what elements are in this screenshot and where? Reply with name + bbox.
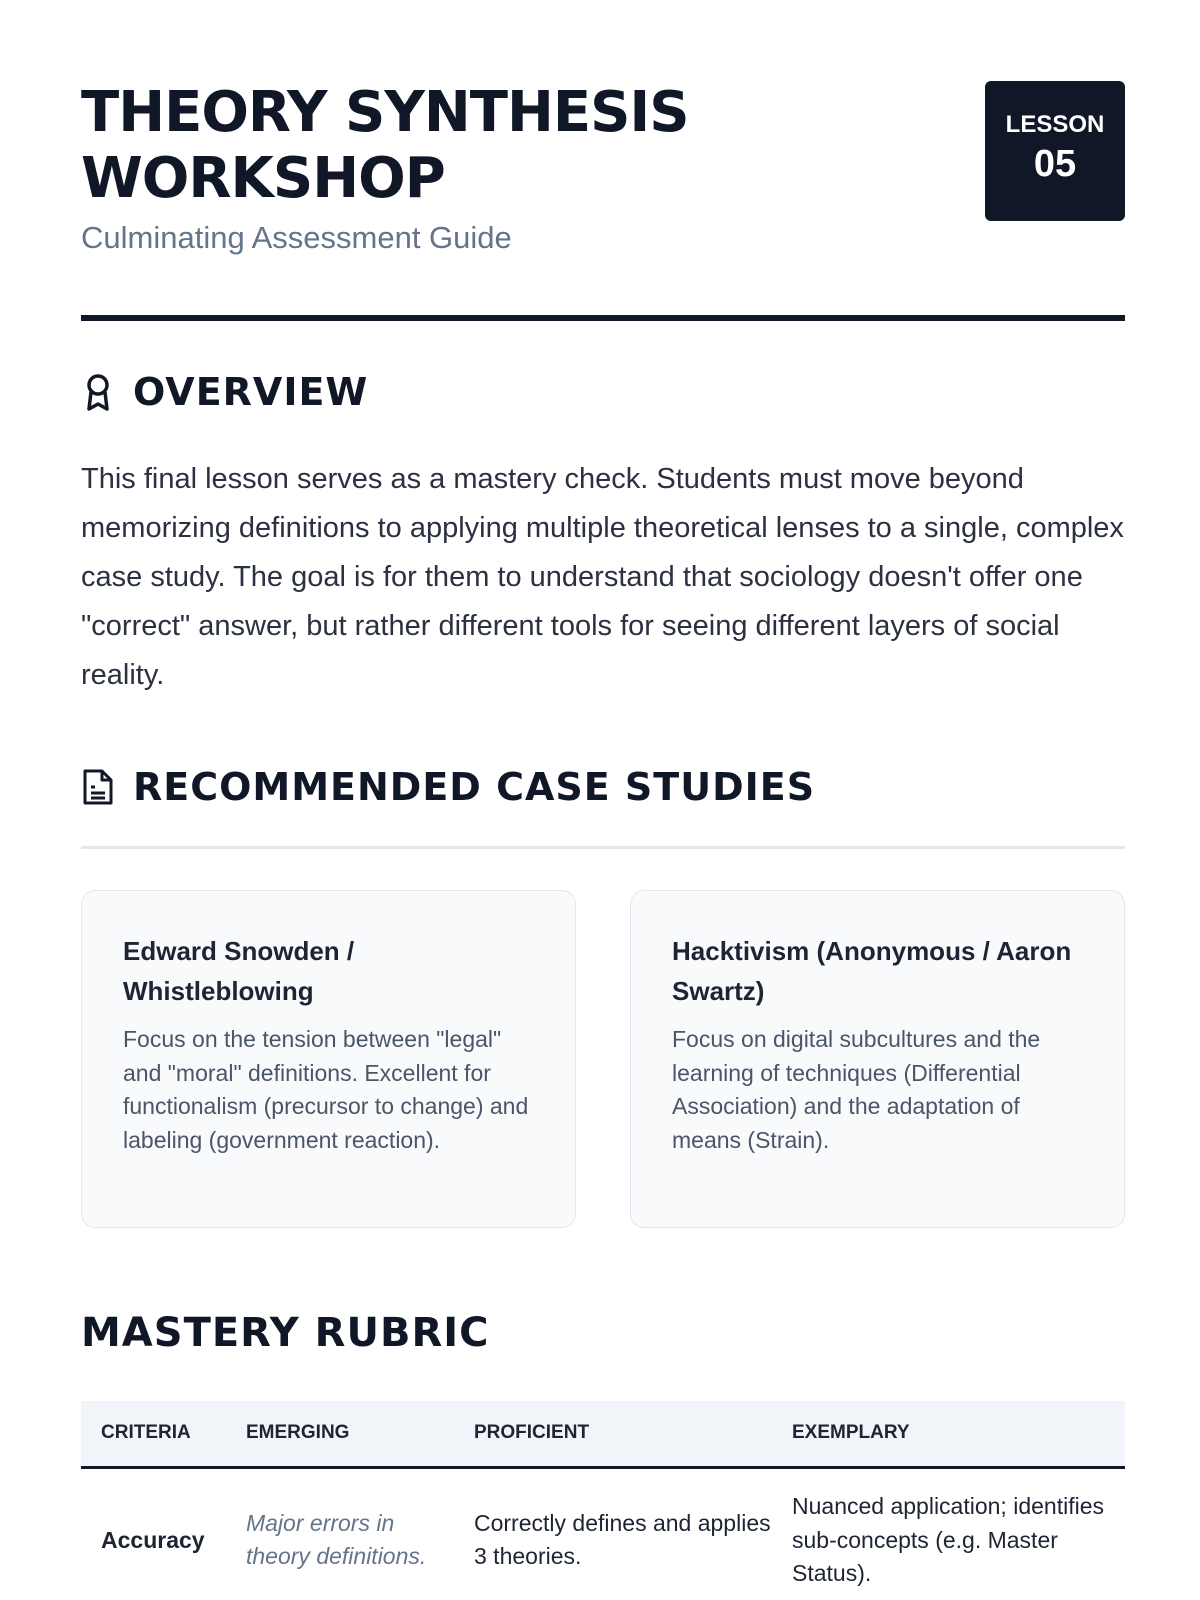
case-card-body: Focus on the tension between "legal" and "moral" definitions. Excellent for functionalism (precursor to change) and labeling (government reaction).	[123, 1026, 529, 1153]
case-card-hacktivism	[630, 890, 1125, 1228]
column-header-exemplary: EXEMPLARY	[772, 1401, 1125, 1467]
exemplary-cell: Nuanced application; identifies sub-concepts (e.g. Master Status).	[792, 1493, 1104, 1586]
case-card-snowden	[81, 890, 576, 1228]
award-ribbon-icon	[81, 372, 115, 412]
lesson-badge	[985, 81, 1125, 221]
case-studies-divider	[81, 846, 1125, 849]
rubric-header-row	[81, 1401, 1125, 1467]
overview-text: This final lesson serves as a mastery check. Students must move beyond memorizing definitions to applying multiple theoretical lenses to a single, complex case study. The goal is for them to understand that sociology doesn't offer one "correct" answer, but rather different tools for seeing different layers of social reality.	[81, 463, 1124, 691]
title-line-1: THEORY SYNTHESIS	[81, 80, 689, 145]
case-card-body: Focus on digital subcultures and the learning of techniques (Differential Association) and the adaptation of means (Strain).	[672, 1026, 1041, 1153]
lesson-badge-label: LESSON	[1005, 111, 1105, 138]
case-card-title: Edward Snowden / Whistleblowing	[123, 936, 355, 1006]
column-header-proficient: PROFICIENT	[454, 1401, 772, 1467]
rubric-table	[81, 1401, 1125, 1600]
emerging-cell: Major errors in theory definitions.	[246, 1509, 427, 1570]
column-header-emerging: EMERGING	[226, 1401, 454, 1467]
overview-heading-text: OVERVIEW	[133, 370, 369, 414]
table-row	[81, 1467, 1125, 1600]
proficient-cell: Correctly defines and applies 3 theories.	[474, 1509, 771, 1570]
lesson-badge-number: 05	[1033, 143, 1077, 185]
header-divider	[81, 315, 1125, 321]
overview-heading	[81, 370, 368, 414]
criteria-cell: Accuracy	[101, 1526, 205, 1553]
case-card-title: Hacktivism (Anonymous / Aaron Swartz)	[672, 936, 1072, 1006]
column-header-criteria: CRITERIA	[81, 1401, 226, 1467]
document-icon	[81, 767, 115, 807]
case-studies-heading-text: RECOMMENDED CASE STUDIES	[133, 765, 816, 809]
case-studies-heading	[81, 765, 815, 809]
rubric-heading: MASTERY RUBRIC	[81, 1310, 490, 1356]
page-subtitle: Culminating Assessment Guide	[81, 220, 512, 255]
title-line-2: WORKSHOP	[81, 146, 445, 211]
page-header	[81, 80, 1125, 320]
page-title	[81, 80, 881, 212]
